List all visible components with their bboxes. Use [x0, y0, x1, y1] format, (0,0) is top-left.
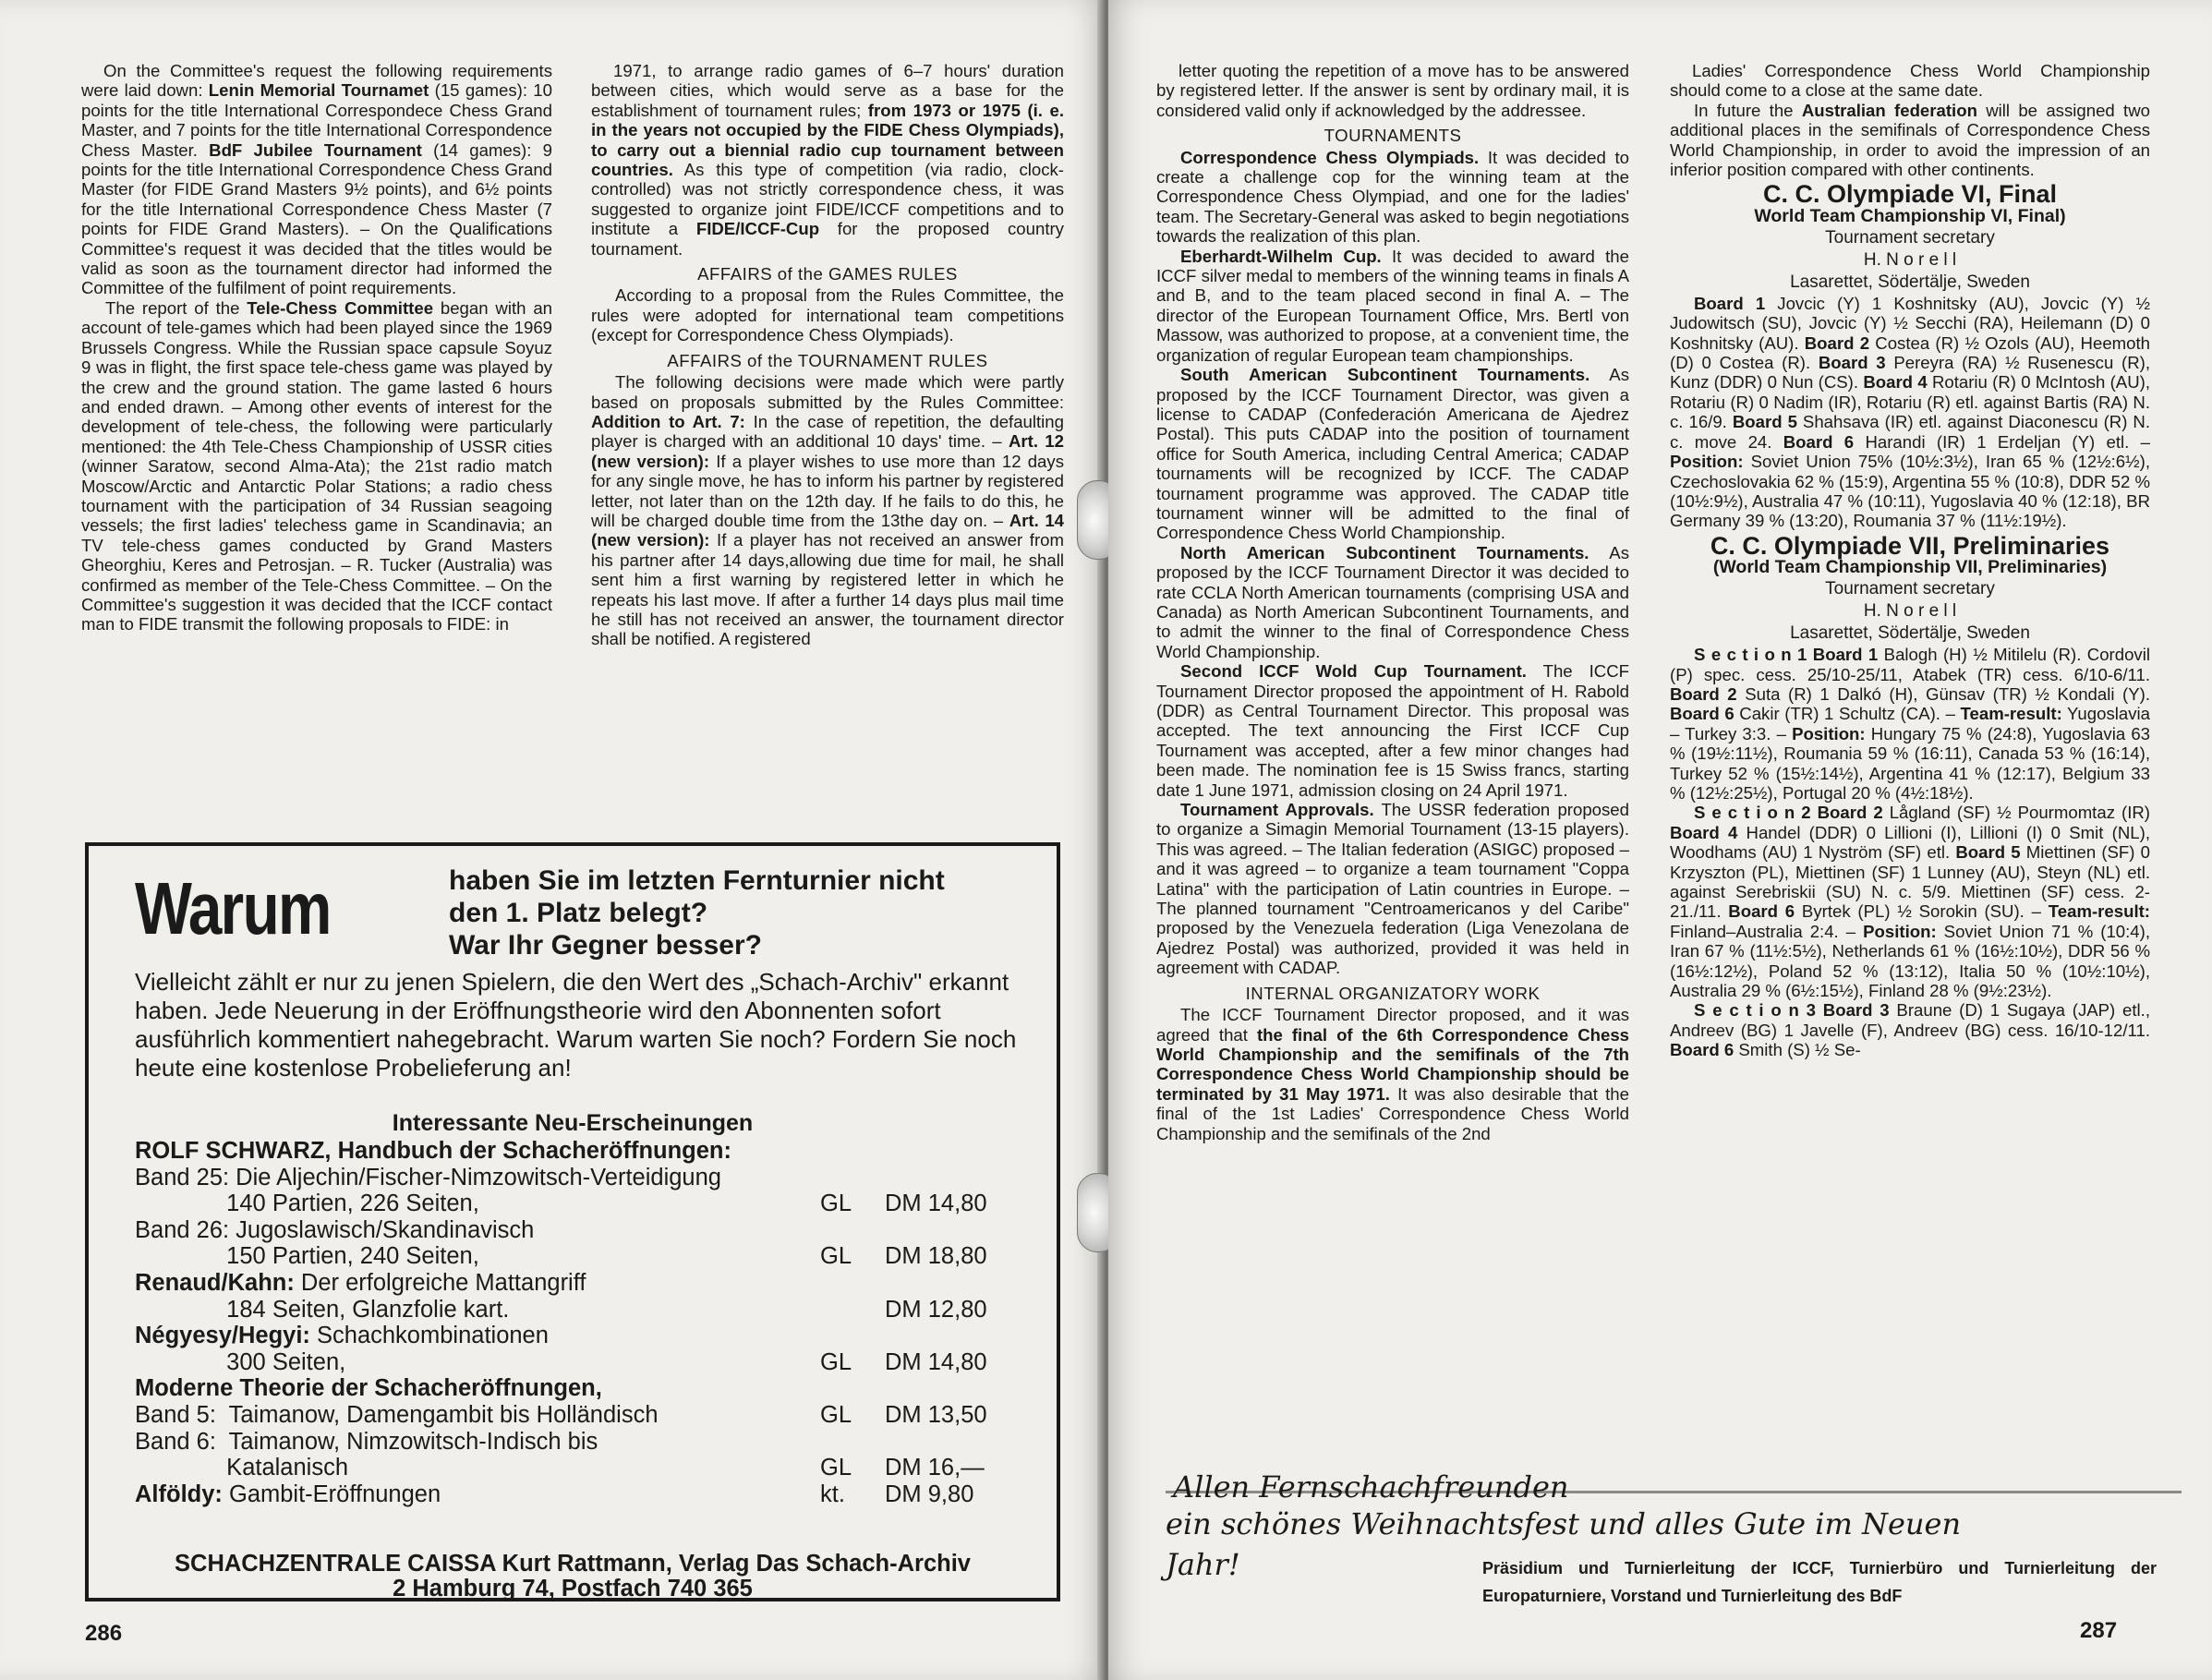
- centered-line: H. N o r e l l: [1863, 249, 1957, 270]
- book-title: ROLF SCHWARZ, Handbuch der Schacheröffnungen:: [135, 1138, 732, 1164]
- advertisement-box: [85, 842, 1060, 1601]
- ad-books-header: Interessante Neu-Erscheinungen: [392, 1110, 754, 1136]
- signature-block: Präsidium und Turnierleitung der ICCF, Turnierbüro und Turnierleitung der Europaturniere, Vorstand und Turnierleitung des BdF: [1482, 1559, 2157, 1605]
- centered-line: Lasarettet, Södertälje, Sweden: [1790, 623, 2030, 644]
- left-column-1: [81, 61, 552, 635]
- book-price: DM 12,80: [885, 1296, 987, 1323]
- paragraph: Board 1 Jovcic (Y) 1 Koshnitsky (AU), Jovcic (Y) ½ Judowitsch (SU), Jovcic (Y) ½ Secchi (RA), Heilemann (D) 0 Koshnitsky (AU). Board 2 Costea (R) ½ Ozols (AU), Heemoth (D) 0 Costea (R). Board 3 Pereyra (RA) ½ Rusenescu (R), Kunz (DDR) 0 Nun (CS). Board 4 Rotariu (R) 0 McIntosh (AU), Rotariu (R) 0 Nadim (IR), Rotariu (R) etl. against Bartis (RA) N. c. 16/9. Board 5 Shahsava (IR) etl. against Diaconescu (R) N. c. move 24. Board 6 Harandi (IR) 1 Erdeljan (Y) etl. – Position: Soviet Union 75% (10½:3½), Iran 65 % (12½:6½), Czechoslovakia 62 % (15:9), Argentina 55 % (10:8), DDR 52 % (10½:9½), Australia 47 % (10:11), Yugoslavia 40 % (12:18), BR Germany 39 % (13:20), Roumania 37 % (11½:19½).: [1670, 293, 2151, 531]
- section-heading: AFFAIRS of the TOURNAMENT RULES: [667, 350, 988, 370]
- paragraph: Tournament Approvals. The USSR federation proposed to organize a Simagin Memorial Tournament (13-15 players). This was agreed. – The Italian federation (ASIGC) proposed – and it was agreed – to organize a team tournament "Coppa Latina" with the participation of Latin countries in Europe. – The planned tournament "Centroamericanos y del Caribe" proposed by the Venezuela federation (Liga Venezolana de Ajedrez Postal) was authorized, provided it was held in agreement with CADAP.: [1156, 800, 1629, 978]
- tournament-title: C. C. Olympiade VII, Preliminaries: [1710, 531, 2110, 560]
- right-column-1: [1156, 61, 1629, 1143]
- paragraph: Ladies' Correspondence Chess World Championship should come to a close at the same date.: [1670, 61, 2150, 101]
- binding-type: kt.: [820, 1481, 845, 1507]
- section-heading: TOURNAMENTS: [1324, 126, 1462, 146]
- ad-intro-text: Vielleicht zählt er nur zu jenen Spielern, die den Wert des „Schach-Archiv" erkannt haben. Jede Neuerung in der Eröffnungstheorie wird den Abonnenten sofort ausführlich kommentiert nahegebracht. Warum warten Sie noch? Fordern Sie noch heute eine kostenlose Probelieferung an!: [135, 968, 1017, 1082]
- paragraph: North American Subcontinent Tournaments. As proposed by the ICCF Tournament Director it was decided to rate CCLA North American tournaments (comprising USA and Canada) as North American Subcontinent Tournaments, and to admit the winner to the final of Correspondence Chess World Championship.: [1156, 542, 1629, 661]
- paragraph: According to a proposal from the Rules Committee, the rules were adopted for international team competitions (except for Correspondence Chess Olympiads).: [591, 285, 1064, 345]
- book-price: DM 18,80: [885, 1243, 987, 1270]
- page-number-right: 287: [2080, 1618, 2118, 1643]
- greeting-line-1: Allen Fernschachfreunden: [1173, 1469, 1569, 1505]
- centered-line: Tournament secretary: [1825, 227, 1995, 248]
- page-number-left: 286: [85, 1621, 123, 1646]
- paragraph: South American Subcontinent Tournaments. As proposed by the ICCF Tournament Director, was given a license to CADAP (Confederación Americana de Ajedrez Postal). This puts CADAP into the position of tournament office for South America, including Central America; CADAP tournaments will be recognized by ICCF. The CADAP tournament programme was approved. The CADAP title tournament winner will be admitted to the final of Correspondence Chess World Championship.: [1156, 365, 1630, 543]
- book-title: Band 26: Jugoslawisch/Skandinavisch: [135, 1216, 535, 1243]
- centered-line: Tournament secretary: [1825, 579, 1995, 599]
- paragraph: letter quoting the repetition of a move has to be answered by registered letter. If the answer is sent by ordinary mail, it is considered valid only if acknowledged by the addressee.: [1156, 61, 1629, 120]
- section-heading: AFFAIRS of the GAMES RULES: [697, 264, 958, 284]
- left-page: [0, 0, 1104, 1680]
- book-title: Négyesy/Hegyi: Schachkombinationen: [135, 1323, 549, 1349]
- book-row: [135, 1297, 1058, 1323]
- paragraph: Eberhardt-Wilhelm Cup. It was decided to award the ICCF silver medal to members of the winning teams in finals A and B, and to the team placed second in final A. – The director of the European Tournament Office, Mrs. Bertl von Massow, was authorized to propose, at a convenient time, the organization of regular European team championships.: [1156, 246, 1629, 365]
- paragraph: S e c t i o n 3 Board 3 Braune (D) 1 Sugaya (JAP) etl., Andreev (BG) 1 Javelle (F), Andreev (BG) cess. 16/10-12/11. Board 6 Smith (S) ½ Se-: [1670, 1000, 2150, 1060]
- book-price: DM 16,—: [885, 1455, 985, 1481]
- book-title: Katalanisch: [135, 1455, 349, 1481]
- centered-line: Lasarettet, Södertälje, Sweden: [1790, 272, 2030, 292]
- paragraph: The following decisions were made which were partly based on proposals submitted by the Rules Committee: Addition to Art. 7: In the case of repetition, the defaulting player is charged with an additional 10 days' time. – Art. 12 (new version): If a player wishes to use more than 12 days for any single move, he has to inform his partner by registered letter, not later than on the 12th day. If he fails to do this, he will be charged double time from the 13the day on. – Art. 14 (new version): If a player has not received an answer from his partner after 14 days,allowing due time for mail, he shall sent him a first warning by registered letter in which he repeats his last move. If after a further 14 days plus mail time he still has not received an answer, the tournament director shall be notified. A registered: [591, 372, 1064, 649]
- book-row: [135, 1138, 1058, 1165]
- book-row: [135, 1191, 1058, 1217]
- publisher-line: SCHACHZENTRALE CAISSA Kurt Rattmann, Verlag Das Schach-Archiv: [175, 1551, 971, 1577]
- binding-type: GL: [820, 1401, 852, 1428]
- book-row: [135, 1481, 1058, 1508]
- ad-question: [449, 864, 945, 961]
- book-title: Band 25: Die Aljechin/Fischer-Nimzowitsch-Verteidigung: [135, 1164, 721, 1191]
- paragraph: In future the Australian federation will be assigned two additional places in the semifinals of Correspondence Chess World Championship, in order to avoid the impression of an inferior position compared with other continents.: [1670, 100, 2150, 180]
- book-title: 140 Partien, 226 Seiten,: [135, 1191, 479, 1217]
- book-title: Band 6: Taimanow, Nimzowitsch-Indisch bis: [135, 1428, 598, 1455]
- book-price: DM 14,80: [885, 1348, 987, 1375]
- book-row: [135, 1455, 1058, 1481]
- paragraph: The report of the Tele-Chess Committee began with an account of tele-games which had been played since the 1969 Brussels Congress. While the Russian space capsule Soyuz 9 was in flight, the first space tele-chess game was played by the crew and the ground station. The game lasted 6 hours and ended drawn. – Among other events of interest for the development of tele-chess, the following were particularly mentioned: the 4th Tele-Chess Championship of USSR cities (winner Saratow, second Alma-Ata); the 21st radio match Moscow/Arctic and Antarctic Polar Stations; a radio chess tournament with the participation of 34 Russian seagoing vessels; the first ladies' telechess game in Scandinavia; an TV tele-chess games conducted by Grand Masters Gheorghiu, Keres and Petrosjan. – R. Tucker (Australia) was confirmed as member of the Tele-Chess Committee. – On the Committee's suggestion it was decided that the ICCF contact man to FIDE transmit the following proposals to FIDE: in: [81, 297, 552, 635]
- book-price: DM 14,80: [885, 1191, 987, 1217]
- binding-type: GL: [820, 1348, 852, 1375]
- book-row: [135, 1323, 1058, 1349]
- book-title: 150 Partien, 240 Seiten,: [135, 1243, 479, 1270]
- greeting-line-2: ein schönes Weihnachtsfest und alles Gute im Neuen Jahr!: [1166, 1506, 1962, 1582]
- ad-headline: Warum: [135, 867, 331, 949]
- centered-line: H. N o r e l l: [1863, 601, 1957, 622]
- book-row: [135, 1270, 1058, 1297]
- ad-question-line: haben Sie im letzten Fernturnier nicht: [449, 865, 945, 896]
- book-row: [135, 1402, 1058, 1429]
- paragraph: The ICCF Tournament Director proposed, and it was agreed that the final of the 6th Correspondence Chess World Championship and the semifinals of the 7th Correspondence Chess World Championship should be terminated by 31 May 1971. It was also desirable that the final of the 1st Ladies' Correspondence Chess World Championship and the semifinals of the 2nd: [1156, 1005, 1629, 1143]
- book-title: Moderne Theorie der Schacheröffnungen,: [135, 1375, 602, 1402]
- book-row: [135, 1165, 1058, 1191]
- ad-publisher: [89, 1552, 1057, 1601]
- book-row: [135, 1243, 1058, 1270]
- book-title: Band 5: Taimanow, Damengambit bis Holländisch: [135, 1401, 659, 1428]
- book-title: Renaud/Kahn: Der erfolgreiche Mattangriff: [135, 1269, 586, 1296]
- ad-book-list: [135, 1138, 1058, 1507]
- right-column-2: [1670, 61, 2150, 1060]
- binding-type: GL: [820, 1243, 852, 1270]
- ad-question-line: den 1. Platz belegt?: [449, 898, 708, 928]
- book-price: DM 13,50: [885, 1401, 987, 1428]
- tournament-title: C. C. Olympiade VI, Final: [1762, 180, 2058, 209]
- book-row: [135, 1375, 1058, 1402]
- right-page: [1108, 0, 2212, 1680]
- left-column-2: [591, 61, 1064, 649]
- book-title: 300 Seiten,: [135, 1348, 346, 1375]
- paragraph: 1971, to arrange radio games of 6–7 hours' duration between cities, which would serve as a base for the establishment of tournament rules; from 1973 or 1975 (i. e. in the years not occupied by the FIDE Chess Olympiads), to carry out a biennial radio cup tournament between countries. As this type of competition (via radio, clock-controlled) was not strictly correspondence chess, it was suggested to organize joint FIDE/ICCF competitions and to institute a FIDE/ICCF-Cup for the proposed country tournament.: [591, 61, 1064, 259]
- book-title: 184 Seiten, Glanzfolie kart.: [135, 1296, 510, 1323]
- paragraph: S e c t i o n 2 Board 2 Lågland (SF) ½ Pourmomtaz (IR) Board 4 Handel (DDR) 0 Lillioni (I), Lillioni (I) 0 Smit (NL), Woodhams (AU) 1 Nyström (SF) etl. Board 5 Miettinen (SF) 0 Krzyszton (PL), Miettinen (SF) 1 Lunney (AU), Steyn (NL) etl. against Serebriskii (SU) N. c. 5/9. Miettinen (SF) cess. 2-21./11. Board 6 Byrtek (PL) ½ Sorokin (SU). – Team-result: Finland–Australia 2:4. – Position: Soviet Union 71 % (10:4), Iran 67 % (11½:5½), Netherlands 61 % (16½:10½), DDR 56 % (16½:12½), Poland 52 % (13:12), Italia 50 % (10½:10½), Australia 29 % (6½:15½), Finland 28 % (9½:23½).: [1670, 803, 2150, 1001]
- ad-question-line: War Ihr Gegner besser?: [449, 930, 762, 961]
- tournament-subtitle: World Team Championship VI, Final): [1754, 205, 2066, 226]
- book-row: [135, 1349, 1058, 1376]
- book-price: DM 9,80: [885, 1481, 974, 1507]
- section-heading: INTERNAL ORGANIZATORY WORK: [1245, 983, 1541, 1003]
- binding-type: GL: [820, 1191, 852, 1217]
- binding-type: GL: [820, 1455, 852, 1481]
- paragraph: On the Committee's request the following requirements were laid down: Lenin Memorial Tournamet (15 games): 10 points for the title International Correspondece Chess Grand Master, and 7 points for the title International Correspondence Chess Master. BdF Jubilee Tournament (14 games): 9 points for the title International Correspondence Chess Grand Master (for FIDE Grand Masters 9½ points), and 6½ points for the title International Correspondence Chess Master (7 points for FIDE Grand Masters). – On the Qualifications Committee's request it was decided that the titles would be valid as soon as the tournament director had informed the Committee of the fulfilment of point requirements.: [81, 61, 552, 298]
- paragraph: S e c t i o n 1 Board 1 Balogh (H) ½ Mitilelu (R). Cordovil (P) spec. cess. 25/10-25/11, Atabek (TR) cess. 6/10-6/11. Board 2 Suta (R) 1 Dalkó (H), Günsav (TR) ½ Kondali (Y). Board 6 Cakir (TR) 1 Schultz (CA). – Team-result: Yugoslavia – Turkey 3:3. – Position: Hungary 75 % (24:8), Yugoslavia 63 % (19½:11½), Roumania 59 % (16:11), Canada 53 % (16:14), Turkey 52 % (15½:14½), Argentina 41 % (12:17), Belgium 33 % (12½:25½), Portugal 20 % (4½:18½).: [1670, 645, 2151, 803]
- publisher-address: 2 Hamburg 74, Postfach 740 365: [393, 1576, 753, 1601]
- paragraph: Second ICCF Wold Cup Tournament. The ICCF Tournament Director proposed the appointment of H. Rabold (DDR) as Central Tournament Director. This proposal was accepted. The text announcing the First ICCF Cup Tournament was accepted, after a few minor changes had been made. The nomination fee is 15 Swiss francs, starting date 1 June 1971, admission closing on 24 April 1971.: [1156, 661, 1629, 800]
- book-title: Alföldy: Gambit-Eröffnungen: [135, 1481, 441, 1507]
- tournament-subtitle: (World Team Championship VII, Preliminaries): [1712, 557, 2108, 578]
- book-row: [135, 1217, 1058, 1244]
- book-row: [135, 1429, 1058, 1456]
- paragraph: Correspondence Chess Olympiads. It was decided to create a challenge cop for the winning team at the Correspondence Chess Olympiad, and one for the ladies' team. The Secretary-General was asked to begin negotiations towards the realization of this plan.: [1156, 147, 1630, 247]
